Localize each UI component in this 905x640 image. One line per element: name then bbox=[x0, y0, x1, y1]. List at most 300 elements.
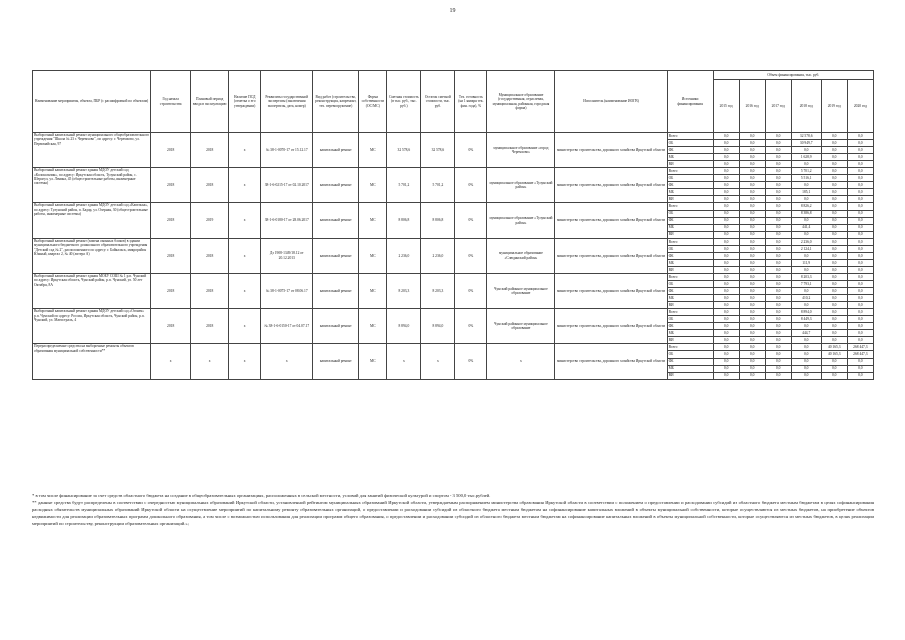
funding-value: 0,0 bbox=[765, 288, 791, 295]
funding-value: 0,0 bbox=[821, 259, 847, 266]
funding-value: 0,0 bbox=[847, 210, 873, 217]
funding-value: 0,0 bbox=[739, 252, 765, 259]
obj-ownership: МС bbox=[359, 273, 387, 308]
funding-value: 0,0 bbox=[821, 196, 847, 203]
funding-value: 0,0 bbox=[739, 280, 765, 287]
header-year-2017: 2017 год bbox=[765, 80, 791, 133]
obj-psd: х bbox=[229, 238, 261, 273]
funding-value: 0,0 bbox=[847, 217, 873, 224]
funding-source: ВИ bbox=[667, 372, 713, 379]
funding-source: Всего bbox=[667, 273, 713, 280]
funding-value: 0,0 bbox=[765, 245, 791, 252]
funding-value: 0,0 bbox=[821, 217, 847, 224]
funding-source: Всего bbox=[667, 168, 713, 175]
obj-psd: х bbox=[229, 133, 261, 168]
funding-value: 0,0 bbox=[739, 323, 765, 330]
funding-source: МБ bbox=[667, 259, 713, 266]
funding-value: 0,0 bbox=[765, 302, 791, 309]
funding-value: 0,0 bbox=[847, 295, 873, 302]
funding-value: 0,0 bbox=[847, 231, 873, 238]
funding-value: 0,0 bbox=[847, 189, 873, 196]
funding-value: 0,0 bbox=[765, 330, 791, 337]
obj-municipality: Чунский районное муниципальное образование bbox=[487, 273, 555, 308]
funding-value: 0,0 bbox=[739, 133, 765, 140]
funding-value: 0,0 bbox=[713, 358, 739, 365]
obj-year-start: 2018 bbox=[151, 238, 191, 273]
funding-value: 0,0 bbox=[847, 133, 873, 140]
obj-expertise: х bbox=[261, 344, 313, 379]
funding-value: 0,0 bbox=[821, 316, 847, 323]
funding-value: 0,0 bbox=[713, 217, 739, 224]
funding-value: 0,0 bbox=[713, 273, 739, 280]
header-executor: Исполнитель (наименование ИОГВ) bbox=[555, 71, 667, 133]
funding-value: 0,0 bbox=[821, 365, 847, 372]
obj-executor: министерство строительства, дорожного хозяйства Иркутской области bbox=[555, 168, 667, 203]
obj-readiness: 0% bbox=[455, 273, 487, 308]
funding-value: 0,0 bbox=[821, 133, 847, 140]
funding-value: 0,0 bbox=[847, 358, 873, 365]
funding-value: 0,0 bbox=[739, 344, 765, 351]
funding-source: ВИ bbox=[667, 231, 713, 238]
obj-estimated-cost: х bbox=[387, 344, 421, 379]
funding-value: 5 516,1 bbox=[791, 175, 821, 182]
header-name: Наименование мероприятия, объекта, ПБР (с расшифровкой по объектам) bbox=[33, 71, 151, 133]
funding-value: 0,0 bbox=[847, 182, 873, 189]
header-expertise: Реквизиты государственной экспертизы (заключения экспертизы, дата, номер) bbox=[261, 71, 313, 133]
funding-value: 268 447,3 bbox=[847, 351, 873, 358]
funding-value: 0,0 bbox=[821, 147, 847, 154]
funding-value: 0,0 bbox=[765, 140, 791, 147]
table-row bbox=[33, 309, 874, 316]
funding-value: 0,0 bbox=[739, 196, 765, 203]
funding-value: 0,0 bbox=[821, 189, 847, 196]
funding-value: 0,0 bbox=[739, 231, 765, 238]
funding-value: 0,0 bbox=[713, 161, 739, 168]
obj-works: капитальный ремонт bbox=[313, 168, 359, 203]
funding-value: 0,0 bbox=[821, 168, 847, 175]
obj-estimated-cost: 8 806,8 bbox=[387, 203, 421, 238]
obj-psd: х bbox=[229, 168, 261, 203]
obj-psd: х bbox=[229, 309, 261, 344]
funding-source: ФБ bbox=[667, 323, 713, 330]
funding-value: 0,0 bbox=[713, 365, 739, 372]
funding-value: 0,0 bbox=[739, 330, 765, 337]
obj-estimated-cost: 2 236,0 bbox=[387, 238, 421, 273]
header-year-2019: 2019 год bbox=[821, 80, 847, 133]
funding-value: 0,0 bbox=[713, 133, 739, 140]
funding-source: Всего bbox=[667, 344, 713, 351]
obj-works: капитальный ремонт bbox=[313, 203, 359, 238]
funding-value: 0,0 bbox=[765, 182, 791, 189]
funding-value: 0,0 bbox=[765, 154, 791, 161]
funding-source: ФБ bbox=[667, 147, 713, 154]
funding-source: МБ bbox=[667, 295, 713, 302]
funding-value: 0,0 bbox=[821, 203, 847, 210]
funding-value: 0,0 bbox=[765, 175, 791, 182]
funding-value: 0,0 bbox=[713, 147, 739, 154]
obj-readiness: 0% bbox=[455, 309, 487, 344]
funding-value: 0,0 bbox=[847, 273, 873, 280]
funding-value: 0,0 bbox=[713, 309, 739, 316]
table-row bbox=[33, 203, 874, 210]
header-municipality: Муниципальное образование (государственная, отраслевая, муниципальная, районная, городская форма) bbox=[487, 71, 555, 133]
funding-value: 444,7 bbox=[791, 330, 821, 337]
funding-value: 0,0 bbox=[821, 372, 847, 379]
obj-expertise: № 38-1-0070-17 от 15.12.17 bbox=[261, 133, 313, 168]
obj-works: капитальный ремонт bbox=[313, 133, 359, 168]
funding-value: 7 793,1 bbox=[791, 280, 821, 287]
funding-value: 0,0 bbox=[765, 280, 791, 287]
funding-value: 0,0 bbox=[791, 217, 821, 224]
funding-value: 0,0 bbox=[739, 358, 765, 365]
funding-value: 0,0 bbox=[847, 196, 873, 203]
funding-value: 0,0 bbox=[739, 217, 765, 224]
funding-value: 0,0 bbox=[739, 365, 765, 372]
funding-value: 0,0 bbox=[765, 224, 791, 231]
program-table-body bbox=[33, 133, 874, 380]
funding-value: 0,0 bbox=[739, 288, 765, 295]
header-year-2015: 2015 год bbox=[713, 80, 739, 133]
funding-value: 0,0 bbox=[713, 175, 739, 182]
obj-executor: министерство строительства, дорожного хозяйства Иркутской области bbox=[555, 203, 667, 238]
obj-executor: министерство строительства, дорожного хозяйства Иркутской области bbox=[555, 273, 667, 308]
funding-value: 0,0 bbox=[847, 147, 873, 154]
funding-value: 0,0 bbox=[821, 140, 847, 147]
obj-readiness: 0% bbox=[455, 203, 487, 238]
funding-value: 0,0 bbox=[791, 351, 821, 358]
funding-value: 268 447,3 bbox=[847, 344, 873, 351]
obj-year-start: 2018 bbox=[151, 133, 191, 168]
funding-value: 8 386,8 bbox=[791, 210, 821, 217]
obj-ownership: МС bbox=[359, 344, 387, 379]
obj-remaining-cost: 8 894,0 bbox=[421, 309, 455, 344]
obj-municipality: муниципальное образование «город Черемхово» bbox=[487, 133, 555, 168]
funding-value: 0,0 bbox=[791, 252, 821, 259]
funding-value: 0,0 bbox=[713, 238, 739, 245]
funding-value: 0,0 bbox=[713, 231, 739, 238]
funding-value: 0,0 bbox=[739, 337, 765, 344]
obj-estimated-cost: 5 701,2 bbox=[387, 168, 421, 203]
funding-value: 0,0 bbox=[791, 372, 821, 379]
funding-value: 0,0 bbox=[821, 252, 847, 259]
funding-value: 0,0 bbox=[791, 323, 821, 330]
funding-value: 0,0 bbox=[739, 309, 765, 316]
funding-value: 0,0 bbox=[791, 182, 821, 189]
obj-year-end: 2018 bbox=[191, 238, 229, 273]
header-psd: Наличие ПСД (отметка о его утверждении) bbox=[229, 71, 261, 133]
obj-year-end: 2018 bbox=[191, 133, 229, 168]
funding-value: 0,0 bbox=[791, 288, 821, 295]
obj-ownership: МС bbox=[359, 203, 387, 238]
funding-value: 0,0 bbox=[739, 175, 765, 182]
funding-value: 8 449,3 bbox=[791, 316, 821, 323]
obj-year-end: х bbox=[191, 344, 229, 379]
obj-readiness: 0% bbox=[455, 133, 487, 168]
funding-value: 0,0 bbox=[739, 189, 765, 196]
funding-value: 0,0 bbox=[791, 196, 821, 203]
funding-value: 0,0 bbox=[713, 140, 739, 147]
funding-value: 0,0 bbox=[765, 231, 791, 238]
funding-source: ОБ bbox=[667, 316, 713, 323]
obj-works: капитальный ремонт bbox=[313, 309, 359, 344]
funding-value: 0,0 bbox=[713, 372, 739, 379]
funding-value: 0,0 bbox=[765, 252, 791, 259]
funding-source: ОБ bbox=[667, 175, 713, 182]
funding-value: 0,0 bbox=[713, 280, 739, 287]
funding-value: 0,0 bbox=[739, 203, 765, 210]
funding-value: 0,0 bbox=[765, 337, 791, 344]
obj-year-start: 2018 bbox=[151, 168, 191, 203]
funding-value: 0,0 bbox=[739, 245, 765, 252]
funding-value: 0,0 bbox=[713, 323, 739, 330]
funding-value: 0,0 bbox=[739, 147, 765, 154]
funding-value: 0,0 bbox=[791, 231, 821, 238]
obj-remaining-cost: 2 236,0 bbox=[421, 238, 455, 273]
funding-value: 0,0 bbox=[821, 238, 847, 245]
header-year-2020: 2020 год bbox=[847, 80, 873, 133]
funding-value: 0,0 bbox=[765, 133, 791, 140]
funding-value: 0,0 bbox=[791, 266, 821, 273]
funding-value: 0,0 bbox=[739, 273, 765, 280]
funding-value: 0,0 bbox=[847, 266, 873, 273]
obj-year-start: 2018 bbox=[151, 309, 191, 344]
funding-value: 0,0 bbox=[847, 203, 873, 210]
obj-executor: министерство строительства, дорожного хозяйства Иркутской области bbox=[555, 238, 667, 273]
funding-value: 0,0 bbox=[847, 238, 873, 245]
funding-value: 2 124,1 bbox=[791, 245, 821, 252]
funding-value: 0,0 bbox=[739, 161, 765, 168]
obj-municipality: муниципальное образование «Тулунский район» bbox=[487, 203, 555, 238]
header-year-start: Год начала строительства bbox=[151, 71, 191, 133]
funding-value: 0,0 bbox=[739, 238, 765, 245]
funding-value: 0,0 bbox=[791, 344, 821, 351]
funding-value: 0,0 bbox=[739, 259, 765, 266]
funding-value: 0,0 bbox=[847, 280, 873, 287]
funding-value: 0,0 bbox=[765, 196, 791, 203]
funding-value: 0,0 bbox=[713, 252, 739, 259]
header-remaining-cost: Остаток сметной стоимости, тыс. руб. bbox=[421, 71, 455, 133]
funding-source: МБ bbox=[667, 365, 713, 372]
funding-value: 0,0 bbox=[765, 266, 791, 273]
funding-value: 40 165,3 bbox=[821, 351, 847, 358]
funding-value: 0,0 bbox=[739, 351, 765, 358]
funding-value: 0,0 bbox=[821, 337, 847, 344]
funding-value: 0,0 bbox=[713, 295, 739, 302]
header-year-2016: 2016 год bbox=[739, 80, 765, 133]
funding-source: ФБ bbox=[667, 182, 713, 189]
funding-value: 0,0 bbox=[713, 189, 739, 196]
funding-value: 0,0 bbox=[821, 224, 847, 231]
funding-source: Всего bbox=[667, 238, 713, 245]
funding-value: 0,0 bbox=[739, 182, 765, 189]
funding-source: ОБ bbox=[667, 280, 713, 287]
obj-works: капитальный ремонт bbox=[313, 344, 359, 379]
funding-value: 0,0 bbox=[821, 231, 847, 238]
funding-source: ФБ bbox=[667, 217, 713, 224]
funding-value: 0,0 bbox=[739, 295, 765, 302]
funding-value: 8 894,0 bbox=[791, 309, 821, 316]
funding-value: 0,0 bbox=[847, 161, 873, 168]
funding-value: 0,0 bbox=[847, 309, 873, 316]
obj-psd: х bbox=[229, 344, 261, 379]
funding-source: МБ bbox=[667, 154, 713, 161]
obj-municipality: х bbox=[487, 344, 555, 379]
funding-value: 0,0 bbox=[765, 372, 791, 379]
funding-value: 0,0 bbox=[847, 168, 873, 175]
obj-remaining-cost: 32 578,6 bbox=[421, 133, 455, 168]
funding-source: Всего bbox=[667, 133, 713, 140]
funding-value: 0,0 bbox=[847, 337, 873, 344]
header-year-2018: 2018 год bbox=[791, 80, 821, 133]
funding-source: ФБ bbox=[667, 252, 713, 259]
obj-name: Выборочный капитальный ремонт здания МДОУ детский сад «Колокольчик», по адресу: Иркутская область, Тулунский район, с. Шерагул, ул. Ленина, 45 (общестроительные работы, инженерные системы) bbox=[33, 168, 151, 203]
funding-value: 0,0 bbox=[847, 372, 873, 379]
funding-value: 0,0 bbox=[821, 245, 847, 252]
obj-year-start: 2018 bbox=[151, 273, 191, 308]
obj-name: Перераспределяемые средства на выборочные ремонты объектов образования муниципальной собственности** bbox=[33, 344, 151, 379]
funding-source: МБ bbox=[667, 189, 713, 196]
funding-value: 32 578,6 bbox=[791, 133, 821, 140]
funding-value: 30 949,7 bbox=[791, 140, 821, 147]
funding-value: 0,0 bbox=[791, 337, 821, 344]
funding-value: 0,0 bbox=[713, 203, 739, 210]
funding-source: ОБ bbox=[667, 210, 713, 217]
funding-value: 0,0 bbox=[739, 168, 765, 175]
table-row bbox=[33, 168, 874, 175]
funding-value: 0,0 bbox=[821, 273, 847, 280]
obj-ownership: МС bbox=[359, 168, 387, 203]
header-ownership: Форма собственности (ОС/МС) bbox=[359, 71, 387, 133]
funding-source: ОБ bbox=[667, 140, 713, 147]
funding-value: 0,0 bbox=[713, 245, 739, 252]
funding-value: 0,0 bbox=[739, 224, 765, 231]
funding-value: 0,0 bbox=[847, 140, 873, 147]
obj-municipality: муниципальное образование «Слюдянский район» bbox=[487, 238, 555, 273]
obj-year-end: 2018 bbox=[191, 168, 229, 203]
funding-value: 0,0 bbox=[713, 316, 739, 323]
funding-value: 0,0 bbox=[765, 295, 791, 302]
obj-executor: министерство строительства, дорожного хозяйства Иркутской области bbox=[555, 309, 667, 344]
program-table bbox=[32, 70, 874, 380]
funding-value: 0,0 bbox=[847, 252, 873, 259]
obj-psd: х bbox=[229, 273, 261, 308]
funding-value: 0,0 bbox=[847, 302, 873, 309]
funding-value: 0,0 bbox=[713, 330, 739, 337]
footnote-2: ** данные средства будут распределены в соответствии с очередностью муниципальных образований Иркутской области, установленной рейтингом муниципальных образований Иркутской области, утверждаемым распоряжением министерства образования Иркутской области в соответствии с положением о предоставлении и расходовании субсидий из областного бюджета местным бюджетам в целях софинансирования расходных обязательств муниципальных образований Иркутской области на осуществление мероприятий по капитальному ремонту образовательных организаций, о предоставлении и расходовании субсидий из областного бюджета местным бюджетам на софинансирование капитальных вложений в объекты муниципальной собственности, которые осуществляются из местных бюджетов, на приобретение объектов недвижимости для реализации образовательных программ дошкольного образования, а том числе с возможностью использования для реализации программ общего образования, о предоставлении и расходовании субсидий из областного бюджета местным бюджетам на софинансирование капитальных вложений в объекты муниципальной собственности, которые осуществляются из местных бюджетов, в целях реализации мероприятий по строительству, реконструкции образовательных организаций.»; bbox=[32, 500, 874, 527]
funding-value: 0,0 bbox=[713, 351, 739, 358]
funding-value: 0,0 bbox=[821, 210, 847, 217]
funding-value: 2 236,0 bbox=[791, 238, 821, 245]
obj-estimated-cost: 8 894,0 bbox=[387, 309, 421, 344]
table-row bbox=[33, 133, 874, 140]
obj-estimated-cost: 32 578,6 bbox=[387, 133, 421, 168]
obj-works: капитальный ремонт bbox=[313, 273, 359, 308]
funding-value: 1 628,9 bbox=[791, 154, 821, 161]
funding-value: 0,0 bbox=[765, 344, 791, 351]
funding-source: ВИ bbox=[667, 196, 713, 203]
funding-value: 0,0 bbox=[821, 309, 847, 316]
funding-value: 0,0 bbox=[713, 259, 739, 266]
funding-value: 0,0 bbox=[765, 358, 791, 365]
funding-value: 111,9 bbox=[791, 259, 821, 266]
header-readiness: Тех. готовность (на 1 января тек. фин. года), % bbox=[455, 71, 487, 133]
funding-source: ВИ bbox=[667, 161, 713, 168]
funding-value: 0,0 bbox=[713, 288, 739, 295]
funding-value: 0,0 bbox=[713, 302, 739, 309]
funding-value: 0,0 bbox=[791, 147, 821, 154]
funding-value: 185,1 bbox=[791, 189, 821, 196]
funding-value: 0,0 bbox=[739, 210, 765, 217]
table-row bbox=[33, 273, 874, 280]
funding-source: МБ bbox=[667, 330, 713, 337]
obj-year-start: х bbox=[151, 344, 191, 379]
funding-source: ОБ bbox=[667, 351, 713, 358]
funding-source: ФБ bbox=[667, 358, 713, 365]
funding-value: 0,0 bbox=[739, 372, 765, 379]
funding-value: 0,0 bbox=[739, 316, 765, 323]
funding-value: 0,0 bbox=[847, 365, 873, 372]
funding-value: 0,0 bbox=[847, 175, 873, 182]
funding-value: 0,0 bbox=[713, 168, 739, 175]
funding-value: 0,0 bbox=[713, 210, 739, 217]
funding-value: 0,0 bbox=[713, 182, 739, 189]
table-row bbox=[33, 238, 874, 245]
funding-value: 0,0 bbox=[739, 140, 765, 147]
obj-remaining-cost: 8 203,3 bbox=[421, 273, 455, 308]
funding-value: 0,0 bbox=[765, 147, 791, 154]
funding-value: 0,0 bbox=[791, 302, 821, 309]
funding-value: 0,0 bbox=[821, 358, 847, 365]
footnotes bbox=[32, 492, 874, 527]
obj-psd: х bbox=[229, 203, 261, 238]
funding-value: 0,0 bbox=[821, 295, 847, 302]
funding-value: 0,0 bbox=[713, 154, 739, 161]
funding-value: 0,0 bbox=[791, 358, 821, 365]
footnote-1: * в том числе финансирование за счет средств областного бюджета на создание в общеобразовательных организациях, расположенных в сельской местности, условий для занятий физической культурой и спортом - 3 500,0 тыс.рублей. bbox=[32, 493, 491, 498]
funding-value: 0,0 bbox=[765, 351, 791, 358]
funding-value: 0,0 bbox=[765, 365, 791, 372]
funding-value: 0,0 bbox=[847, 245, 873, 252]
obj-municipality: муниципальное образование «Тулунский район» bbox=[487, 168, 555, 203]
funding-value: 0,0 bbox=[765, 323, 791, 330]
funding-source: МБ bbox=[667, 224, 713, 231]
funding-value: 0,0 bbox=[847, 154, 873, 161]
funding-value: 0,0 bbox=[847, 259, 873, 266]
funding-value: 0,0 bbox=[821, 323, 847, 330]
funding-value: 0,0 bbox=[821, 280, 847, 287]
funding-value: 0,0 bbox=[765, 189, 791, 196]
funding-value: 0,0 bbox=[765, 238, 791, 245]
obj-year-end: 2019 bbox=[191, 203, 229, 238]
funding-value: 0,0 bbox=[821, 175, 847, 182]
obj-name: Выборочный капитальный ремонт здания МДОУ детский сад «Огонек» р.п. Чунский по адресу: Россия, Иркутская область, Чунский район, р.п. Чунский, ул. Магистраль, 4 bbox=[33, 309, 151, 344]
obj-name: Выборочный капитальный ремонт здания МОБУ СОШ № 1 р.п. Чунский по адресу: Иркутская область, Чунский район, р.п. Чунский, ул. 50 лет Октября, 8А bbox=[33, 273, 151, 308]
funding-value: 0,0 bbox=[713, 337, 739, 344]
obj-name: Выборочный капитальный ремонт муниципального общеобразовательного учреждения "Школа № 23 г. Черемхово", по адресу: г. Черемхово, ул. Первомайская, 97 bbox=[33, 133, 151, 168]
funding-value: 0,0 bbox=[713, 196, 739, 203]
funding-value: 0,0 bbox=[765, 168, 791, 175]
obj-expertise: Дз 1908-1349/18.12 от 20.12.2013 bbox=[261, 238, 313, 273]
table-row bbox=[33, 344, 874, 351]
funding-value: 0,0 bbox=[713, 266, 739, 273]
header-estimated-cost: Сметная стоимость (в тыс. руб., тыс. руб.) bbox=[387, 71, 421, 133]
obj-remaining-cost: 5 701,2 bbox=[421, 168, 455, 203]
funding-value: 0,0 bbox=[713, 344, 739, 351]
funding-value: 0,0 bbox=[847, 288, 873, 295]
funding-value: 0,0 bbox=[765, 273, 791, 280]
funding-source: ОБ bbox=[667, 245, 713, 252]
funding-value: 0,0 bbox=[739, 302, 765, 309]
